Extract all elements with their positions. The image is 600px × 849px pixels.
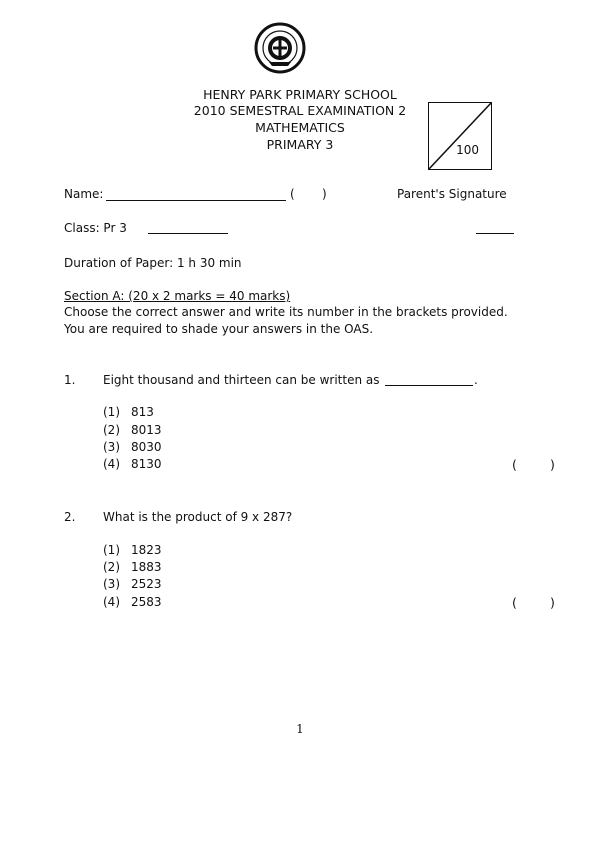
score-box (428, 102, 492, 170)
question-text: Eight thousand and thirteen can be written as (103, 373, 380, 387)
option-item: (2) 8013 (103, 423, 162, 437)
school-name: HENRY PARK PRIMARY SCHOOL (203, 87, 397, 102)
answer-box[interactable] (520, 595, 548, 611)
section-instruction-1: Choose the correct answer and write its number in the brackets provided. (64, 305, 508, 319)
total-marks: 100 (456, 143, 479, 157)
class-label: Class: Pr 3 (64, 221, 127, 235)
option-item: (3) 8030 (103, 440, 162, 454)
level-title: PRIMARY 3 (266, 137, 334, 152)
question-text: What is the product of 9 x 287? (103, 510, 293, 524)
question-period: . (474, 373, 478, 387)
name-label: Name: (64, 187, 104, 201)
option-item: (4) 8130 (103, 457, 162, 471)
signature-field[interactable] (476, 233, 514, 234)
subject-title: MATHEMATICS (255, 120, 345, 135)
section-instruction-2: You are required to shade your answers in the OAS. (64, 322, 374, 336)
answer-bracket-open: ( (512, 457, 517, 472)
answer-box[interactable] (520, 457, 548, 473)
option-item: (2) 1883 (103, 560, 162, 574)
name-field[interactable] (106, 200, 286, 201)
parent-signature-label: Parent's Signature (397, 187, 507, 201)
exam-title: 2010 SEMESTRAL EXAMINATION 2 (193, 103, 407, 118)
page-number: 1 (296, 722, 304, 736)
option-item: (3) 2523 (103, 577, 162, 591)
duration-text: Duration of Paper: 1 h 30 min (64, 256, 242, 270)
option-item: (4) 2583 (103, 595, 162, 609)
answer-blank (385, 385, 473, 386)
register-open: ( (290, 187, 295, 201)
register-close: ) (322, 187, 327, 201)
answer-bracket-close: ) (550, 457, 555, 472)
option-item: (1) 813 (103, 405, 154, 419)
question-number: 2. (64, 510, 76, 524)
answer-bracket-open: ( (512, 595, 517, 610)
school-crest-icon (254, 22, 306, 74)
question-number: 1. (64, 373, 76, 387)
answer-bracket-close: ) (550, 595, 555, 610)
class-field[interactable] (148, 233, 228, 234)
option-item: (1) 1823 (103, 543, 162, 557)
section-title: Section A: (20 x 2 marks = 40 marks) (64, 289, 291, 303)
